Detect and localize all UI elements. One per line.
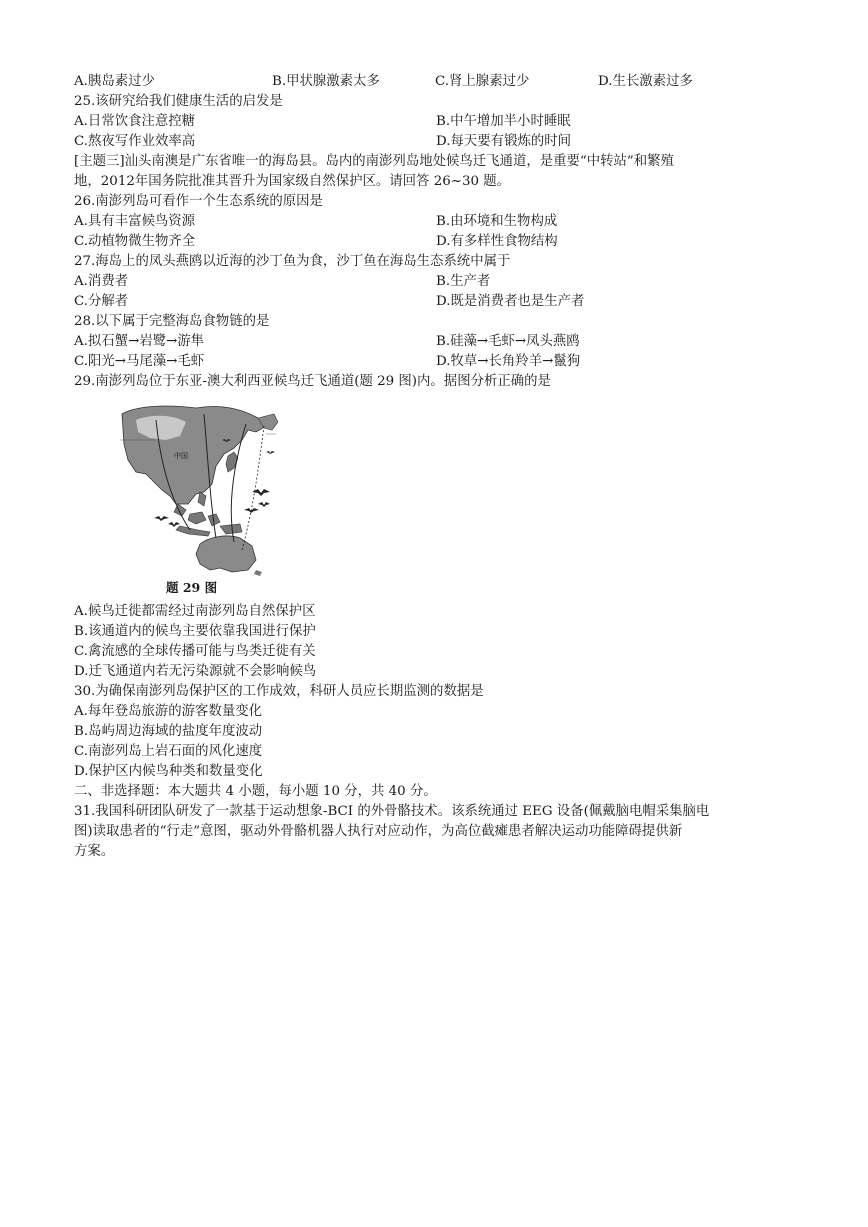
- exam-content: [74, 72, 800, 862]
- q24-option-c[interactable]: C.肾上腺素过少: [435, 74, 530, 89]
- q27-options-row-2: [74, 292, 800, 312]
- q25-option-a[interactable]: A.日常饮食注意控糖: [74, 114, 196, 129]
- q26-options-row-2: [74, 232, 800, 252]
- q27-option-a[interactable]: A.消费者: [74, 274, 129, 289]
- q31-text-line-2: 图)读取患者的“行走”意图，驱动外骨骼机器人执行对应动作，为高位截瘫患者解决运动功能障碍提供新: [74, 824, 683, 839]
- q27-option-c[interactable]: C.分解者: [74, 294, 129, 309]
- q25-options-row-1: [74, 112, 800, 132]
- q25-stem: 25.该研究给我们健康生活的启发是: [74, 94, 283, 109]
- theme3-intro-line-2: 地，2012年国务院批准其晋升为国家级自然保护区。请回答 26~30 题。: [74, 174, 511, 189]
- q30-option-a[interactable]: A.每年登岛旅游的游客数量变化: [74, 704, 263, 719]
- q28-options-row-2: [74, 352, 800, 372]
- q26-option-c[interactable]: C.动植物微生物齐全: [74, 234, 196, 249]
- section2-heading: 二、非选择题：本大题共 4 小题，每小题 10 分，共 40 分。: [74, 784, 437, 799]
- q28-option-d[interactable]: D.牧草→长角羚羊→鬣狗: [436, 354, 581, 369]
- q25-option-d[interactable]: D.每天要有锻炼的时间: [436, 134, 572, 149]
- q31-text-line-1: 31.我国科研团队研发了一款基于运动想象-BCI 的外骨骼技术。该系统通过 EEG 设备(佩戴脑电帽采集脑电: [74, 804, 710, 819]
- q28-option-c[interactable]: C.阳光→马尾藻→毛虾: [74, 354, 205, 369]
- q28-option-a[interactable]: A.拟石蟹→岩鹭→游隼: [74, 334, 205, 349]
- theme3-intro-line-1: [主题三]汕头南澳是广东省唯一的海岛县。岛内的南澎列岛地处候鸟迁飞通道，是重要“中转站”和繁殖: [74, 154, 674, 169]
- q29-option-d[interactable]: D.迁飞通道内若无污染源就不会影响候鸟: [74, 664, 317, 679]
- q28-options-row-1: [74, 332, 800, 352]
- q27-option-d[interactable]: D.既是消费者也是生产者: [436, 294, 585, 309]
- flyway-map-image: [116, 400, 278, 576]
- q27-options-row-1: [74, 272, 800, 292]
- q26-option-b[interactable]: B.由环境和生物构成: [436, 214, 558, 229]
- q30-option-b[interactable]: B.岛屿周边海域的盐度年度波动: [74, 724, 263, 739]
- q26-option-a[interactable]: A.具有丰富候鸟资源: [74, 214, 196, 229]
- q27-option-b[interactable]: B.生产者: [436, 274, 491, 289]
- q26-options-row-1: [74, 212, 800, 232]
- map-label-china: 中国: [174, 452, 188, 460]
- q29-option-b[interactable]: B.该通道内的候鸟主要依靠我国进行保护: [74, 624, 316, 639]
- q30-option-c[interactable]: C.南澎列岛上岩石面的风化速度: [74, 744, 263, 759]
- q24-option-b[interactable]: B.甲状腺激素太多: [272, 74, 380, 89]
- q28-stem: 28.以下属于完整海岛食物链的是: [74, 314, 270, 329]
- q30-option-d[interactable]: D.保护区内候鸟种类和数量变化: [74, 764, 263, 779]
- q31-text-line-3: 方案。: [74, 844, 115, 859]
- q29-stem: 29.南澎列岛位于东亚-澳大利西亚候鸟迁飞通道(题 29 图)内。据图分析正确的是: [74, 374, 551, 389]
- q30-stem: 30.为确保南澎列岛保护区的工作成效，科研人员应长期监测的数据是: [74, 684, 484, 699]
- q29-figure: [116, 400, 296, 596]
- q24-option-a[interactable]: A.胰岛素过少: [74, 74, 155, 89]
- q25-option-c[interactable]: C.熬夜写作业效率高: [74, 134, 196, 149]
- q24-options: [74, 72, 800, 92]
- q25-option-b[interactable]: B.中午增加半小时睡眠: [436, 114, 571, 129]
- q25-options-row-2: [74, 132, 800, 152]
- q26-stem: 26.南澎列岛可看作一个生态系统的原因是: [74, 194, 323, 209]
- q29-option-a[interactable]: A.候鸟迁徙都需经过南澎列岛自然保护区: [74, 604, 316, 619]
- q26-option-d[interactable]: D.有多样性食物结构: [436, 234, 558, 249]
- q28-option-b[interactable]: B.硅藻→毛虾→凤头燕鸥: [436, 334, 580, 349]
- q27-stem: 27.海岛上的凤头燕鸥以近海的沙丁鱼为食，沙丁鱼在海岛生态系统中属于: [74, 254, 511, 269]
- q24-option-d[interactable]: D.生长激素过多: [598, 74, 693, 89]
- q29-option-c[interactable]: C.禽流感的全球传播可能与鸟类迁徙有关: [74, 644, 316, 659]
- q29-figure-caption: 题 29 图: [166, 580, 218, 595]
